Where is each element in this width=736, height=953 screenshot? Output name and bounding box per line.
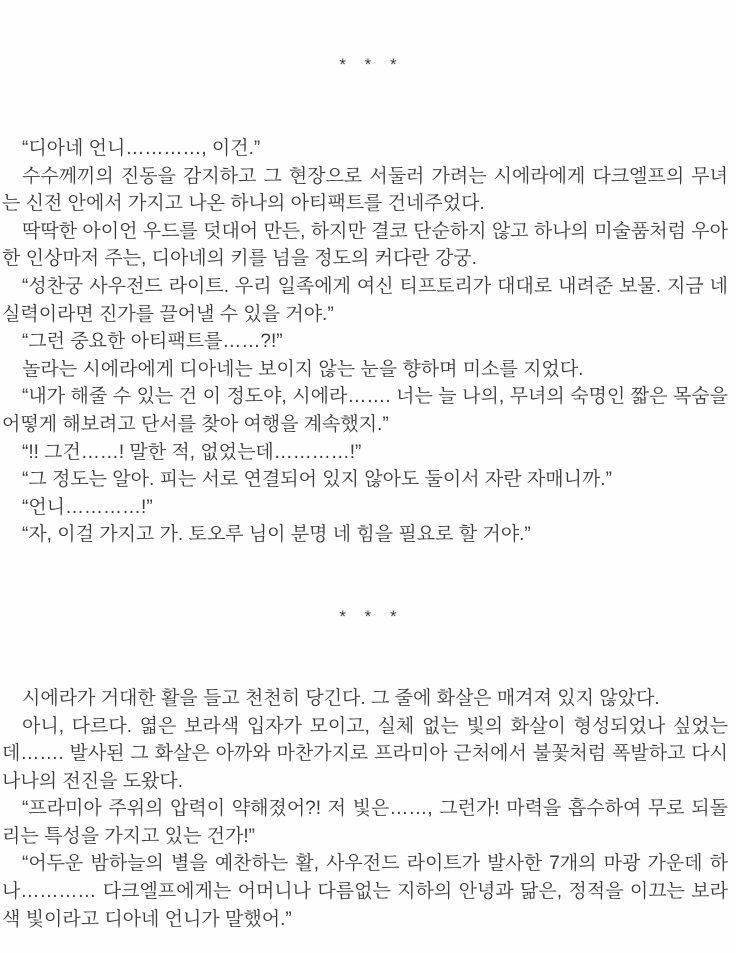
paragraph: “성찬궁 사우전드 라이트. 우리 일족에게 여신 티프토리가 대대로 내려준 보물. 지금 네 실력이라면 진가를 끌어낼 수 있을 거야.” bbox=[2, 275, 728, 325]
paragraph: 시에라가 거대한 활을 들고 천천히 당긴다. 그 줄에 화살은 매겨져 있지 않았다. bbox=[22, 687, 660, 709]
paragraph: 수수께끼의 진동을 감지하고 그 현장으로 서둘러 가려는 시에라에게 다크엘프의 무녀는 신전 안에서 가지고 나온 하나의 아티팩트를 건네주었다. bbox=[2, 165, 728, 215]
paragraph: “내가 해줄 수 있는 건 이 정도야, 시에라……. 너는 늘 나의, 무녀의 숙명인 짧은 목숨을 어떻게 해보려고 단서를 찾아 여행을 계속했지.” bbox=[2, 386, 728, 435]
paragraph: “그 정도는 알아. 피는 서로 연결되어 있지 않아도 둘이서 자란 자매니까.” bbox=[22, 469, 612, 491]
paragraph: 아니, 다르다. 엷은 보라색 입자가 모이고, 실체 없는 빛의 화살이 형성되었나 싶었는데……. 발사된 그 화살은 아까와 마찬가지로 프라미아 근처에서 불꽃처럼 폭발하고 다시 나나의 전진을 도왔다. bbox=[2, 715, 728, 792]
paragraph: “어두운 밤하늘의 별을 예찬하는 활, 사우전드 라이트가 발사한 7개의 마광 가운데 하나………… 다크엘프에게는 어머니나 다름없는 지하의 안녕과 닮은, 정적을 이끄는 보라색 빛이라고 디아네 언니가 말했어.” bbox=[2, 853, 728, 930]
scene-separator: * * * bbox=[339, 55, 404, 74]
paragraph: “언니…………!” bbox=[22, 496, 153, 518]
paragraph: “자, 이걸 가지고 가. 토오루 님이 분명 네 힘을 필요로 할 거야.” bbox=[22, 524, 531, 546]
paragraph: “그런 중요한 아티팩트를……?!” bbox=[22, 331, 283, 353]
scene-separator: * * * bbox=[339, 606, 404, 626]
scene-section-1 bbox=[0, 135, 736, 549]
paragraph: 놀라는 시에라에게 디아네는 보이지 않는 눈을 향하며 미소를 지었다. bbox=[22, 358, 584, 380]
paragraph: 딱딱한 아이언 우드를 덧대어 만든, 하지만 결코 단순하지 않고 하나의 미술품처럼 우아한 인상마저 주는, 디아네의 키를 넘을 정도의 커다란 강궁. bbox=[2, 220, 728, 270]
paragraph: “디아네 언니…………, 이건.” bbox=[22, 138, 261, 159]
paragraph: “프라미아 주위의 압력이 약해졌어?! 저 빛은……, 그런가! 마력을 흡수하여 무로 되돌리는 특성을 가지고 있는 건가!” bbox=[2, 798, 728, 847]
paragraph: “!! 그건……! 말한 적, 없었는데…………!” bbox=[22, 441, 362, 463]
scene-section-2 bbox=[0, 685, 736, 933]
